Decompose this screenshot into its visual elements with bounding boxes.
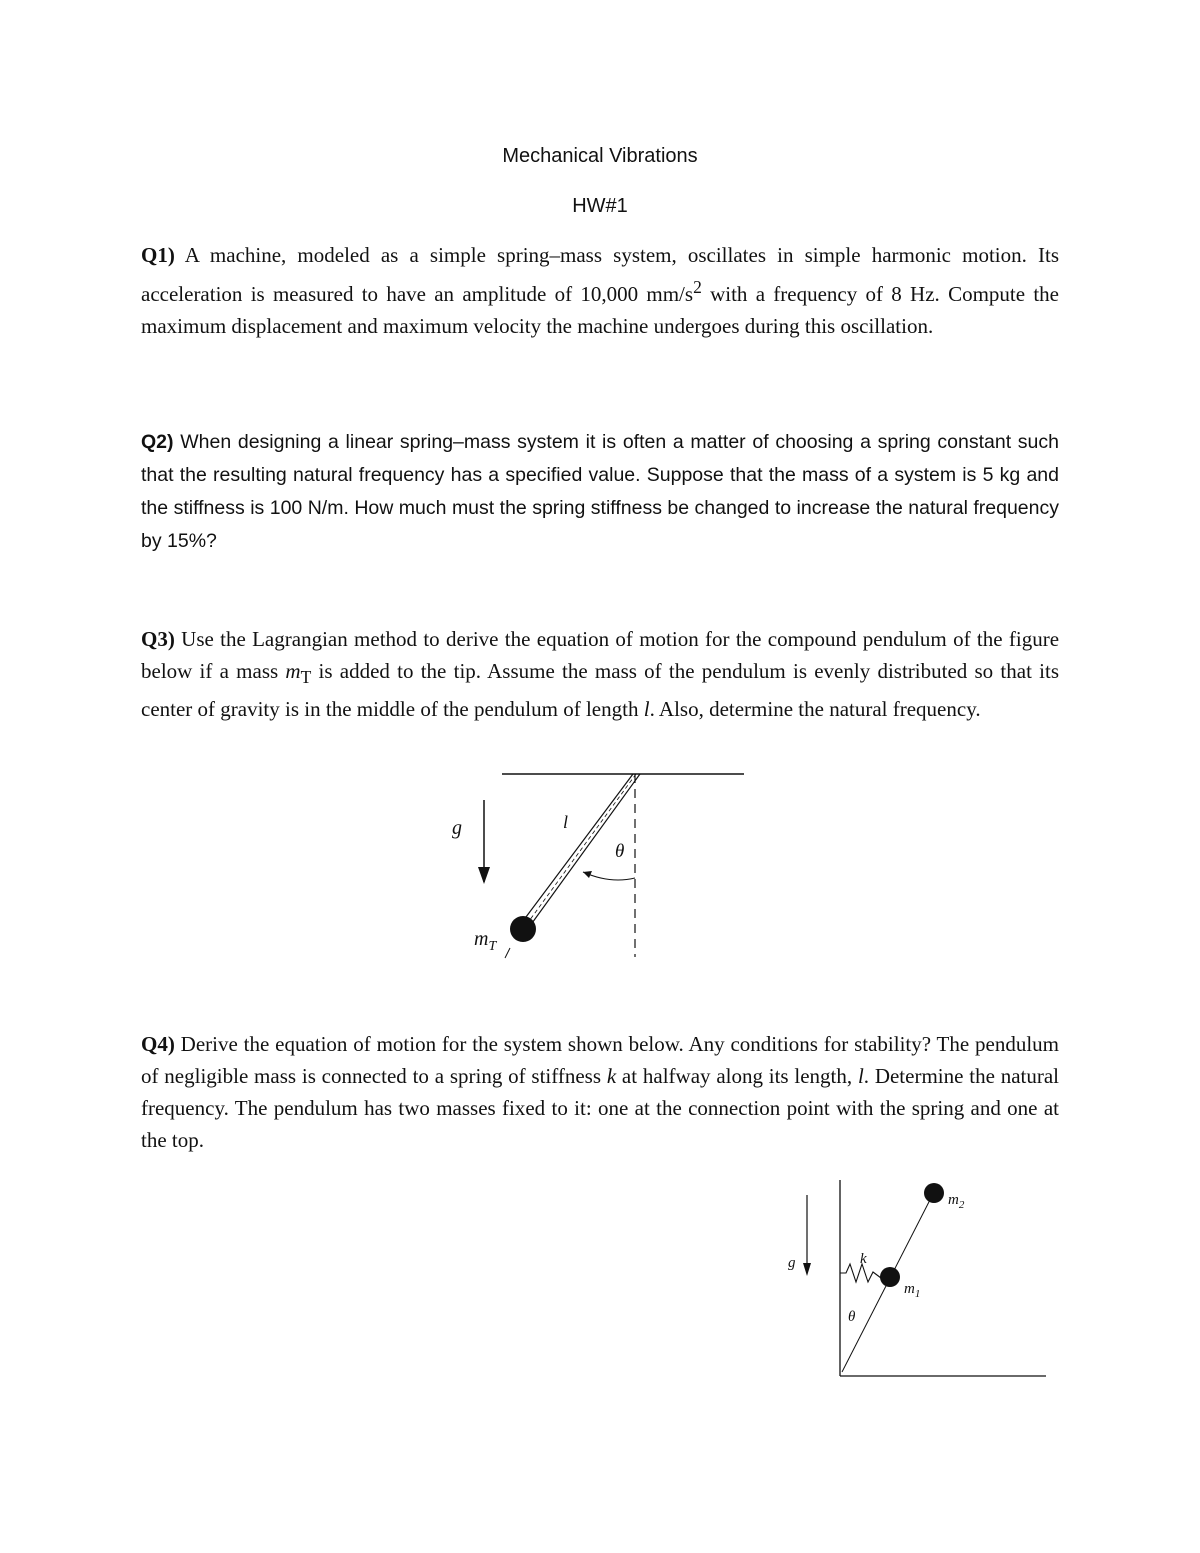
gravity-label: g xyxy=(452,817,462,839)
question-3-length-var: l xyxy=(643,697,650,722)
question-4-text-a: Derive the equation of motion for the system shown below. Any conditions for stability? The pendulum of negligible mass is connected to a spring of stiffness xyxy=(141,1032,1060,1088)
mass-1-label-var: m xyxy=(904,1281,915,1297)
inverted-pendulum-figure xyxy=(780,1175,1070,1385)
question-4-label: Q4) xyxy=(141,1032,175,1056)
question-3-mass-var: m xyxy=(285,659,301,683)
mass-1-label xyxy=(904,1281,920,1300)
question-4 xyxy=(141,1028,1059,1156)
question-3-text-a: Use the Lagrangian method to derive the equation of motion for the compound pendulum of the figure below if a mass xyxy=(141,627,1060,683)
question-4-text-c: . Determine the natural frequency. The pendulum has two masses fixed to it: one at the connection point with the spring and one at the top. xyxy=(141,1064,1059,1152)
mass-2-label-sub: 2 xyxy=(958,1199,965,1211)
homework-number: HW#1 xyxy=(572,195,628,217)
mass-1 xyxy=(880,1267,900,1287)
question-1-label: Q1) xyxy=(141,243,175,267)
gravity-label: g xyxy=(788,1255,796,1271)
question-4-text-b: at halfway along its length, xyxy=(616,1064,858,1088)
question-3-text-c: . Also, determine the natural frequency. xyxy=(649,697,981,722)
question-3-label: Q3) xyxy=(141,627,175,651)
question-2-label: Q2) xyxy=(141,431,174,453)
question-4-stiffness-var: k xyxy=(606,1064,617,1088)
angle-arrow-head xyxy=(583,871,592,878)
mass-leader-line xyxy=(505,948,510,958)
angle-label: θ xyxy=(615,841,625,862)
gravity-arrow-head xyxy=(478,867,490,884)
question-3-text-b: is added to the tip. Assume the mass of the pendulum is evenly distributed so that its center of gravity is in the middle of the pendulum of length xyxy=(141,659,1059,722)
question-3-mass-sub: T xyxy=(300,667,312,688)
question-1-text-b: with a frequency of 8 Hz. Compute the maximum displacement and maximum velocity the machine undergoes during this oscillation. xyxy=(141,282,1059,338)
document-title: Mechanical Vibrations xyxy=(502,145,698,167)
question-1 xyxy=(141,239,1059,342)
question-2 xyxy=(141,426,1059,558)
mass-2 xyxy=(924,1183,944,1203)
tip-mass xyxy=(510,916,536,942)
question-1-superscript: 2 xyxy=(693,277,702,297)
mass-2-label xyxy=(948,1192,965,1211)
question-3 xyxy=(141,623,1059,725)
length-label: l xyxy=(563,812,569,832)
angle-label: θ xyxy=(848,1309,856,1325)
question-1-text-a: A machine, modeled as a simple spring–mass system, oscillates in simple harmonic motion. Its acceleration is measured to have an amplitude of 10,000 mm/s xyxy=(141,243,1059,306)
tip-mass-label-var: m xyxy=(474,928,489,950)
mass-2-label-var: m xyxy=(948,1192,959,1208)
question-2-text: When designing a linear spring–mass system it is often a matter of choosing a spring constant such that the resulting natural frequency has a specified value. Suppose that the mass of a system is 5 kg and the stiffness is 100 N/m. How much must the spring stiffness be changed to increase the natural frequency by 15%? xyxy=(141,431,1059,552)
tip-mass-label-sub: T xyxy=(488,939,497,954)
tip-mass-label xyxy=(474,928,497,954)
question-4-length-var: l xyxy=(857,1064,864,1088)
compound-pendulum-figure xyxy=(430,762,760,967)
spring-label: k xyxy=(860,1251,867,1267)
mass-1-label-sub: 1 xyxy=(914,1288,921,1300)
gravity-arrow-head xyxy=(803,1263,811,1276)
